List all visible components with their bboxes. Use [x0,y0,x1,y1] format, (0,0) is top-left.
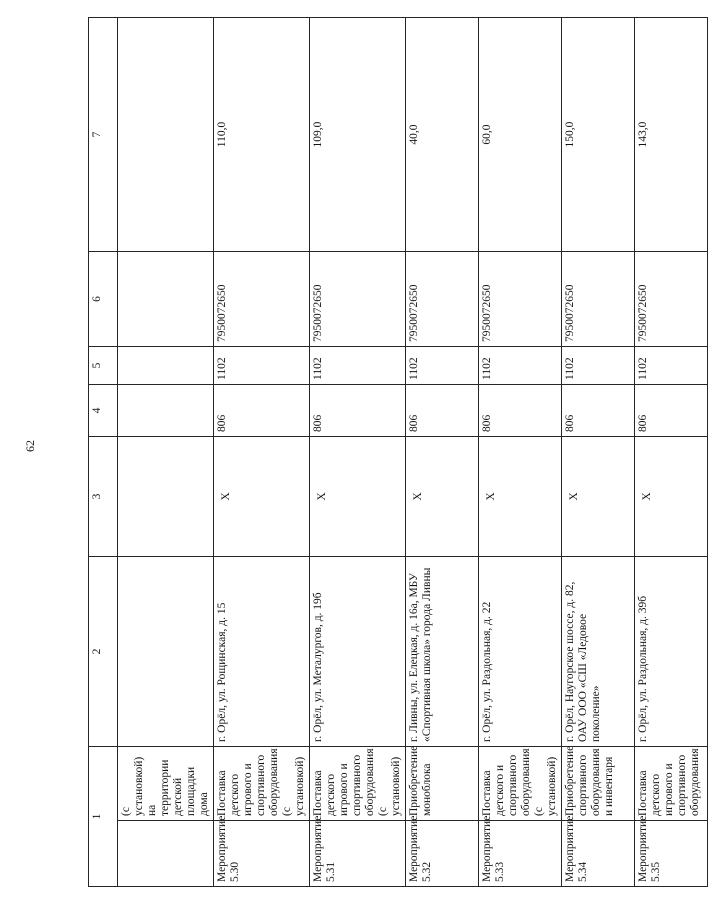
amount-cell: 143,0 [635,18,708,252]
code-6-cell: 7950072650 [479,252,562,347]
header-cell-7: 7 [89,18,118,252]
code-5-cell: 1102 [479,347,562,385]
budget-table [88,17,708,887]
header-cell-1: 1 [89,747,118,887]
event-cell: Мероприятие 5.30 [214,821,310,887]
address-cell: г. Орёл, ул. Металургов, д. 19б [310,557,406,747]
description-cell: Поставка детского и спортивного оборудования (с установкой) [479,747,562,821]
code-4-cell: 806 [635,385,708,437]
mark-cell: X [406,437,479,557]
mark-cell: X [635,437,708,557]
code-4-cell: 806 [310,385,406,437]
code-6-cell: 7950072650 [214,252,310,347]
code-6-cell: 7950072650 [406,252,479,347]
description-cell: Приобретение спортивного оборудования и инвентаря [562,747,635,821]
code-5-cell: 1102 [635,347,708,385]
amount-cell: 40,0 [406,18,479,252]
header-cell-2: 2 [89,557,118,747]
table-row [214,18,310,887]
event-cell: Мероприятие 5.33 [479,821,562,887]
address-cell: г. Орёл, ул. Рощинская, д. 15 [214,557,310,747]
continuation-c7-cell [118,18,214,252]
description-cell: Поставка детского игрового и спортивного оборудования (с установкой) [310,747,406,821]
mark-cell: X [562,437,635,557]
continuation-c4-cell [118,385,214,437]
code-4-cell: 806 [214,385,310,437]
description-cell: Поставка детского игрового и спортивного оборудования (с установкой) [214,747,310,821]
continuation-c5-cell [118,347,214,385]
continuation-row [118,18,214,887]
code-6-cell: 7950072650 [562,252,635,347]
continuation-event-cell [118,821,214,887]
code-5-cell: 1102 [406,347,479,385]
amount-cell: 110,0 [214,18,310,252]
code-4-cell: 806 [562,385,635,437]
header-cell-4: 4 [89,385,118,437]
continuation-c6-cell [118,252,214,347]
code-6-cell: 7950072650 [635,252,708,347]
table-row [406,18,479,887]
event-cell: Мероприятие 5.35 [635,821,708,887]
code-5-cell: 1102 [562,347,635,385]
code-5-cell: 1102 [310,347,406,385]
header-cell-5: 5 [89,347,118,385]
event-cell: Мероприятие 5.32 [406,821,479,887]
event-cell: Мероприятие 5.31 [310,821,406,887]
mark-cell: X [310,437,406,557]
amount-cell: 109,0 [310,18,406,252]
amount-cell: 150,0 [562,18,635,252]
table-row [635,18,708,887]
header-cell-3: 3 [89,437,118,557]
header-cell-6: 6 [89,252,118,347]
amount-cell: 60,0 [479,18,562,252]
code-6-cell: 7950072650 [310,252,406,347]
address-cell: г. Орёл, ул. Раздольная, д. 22 [479,557,562,747]
continuation-description-cell: (с установкой) на территории детской площадки дома [118,747,214,821]
description-cell: Поставка детского игрового и спортивного оборудования [635,747,708,821]
code-4-cell: 806 [479,385,562,437]
mark-cell: X [214,437,310,557]
continuation-address-cell [118,557,214,747]
code-5-cell: 1102 [214,347,310,385]
rotated-table-wrapper [88,18,701,887]
page-number: 62 [23,440,37,452]
address-cell: г. Орёл, ул. Раздольная, д. 39б [635,557,708,747]
event-cell: Мероприятие 5.34 [562,821,635,887]
table-row [479,18,562,887]
address-cell: г. Орёл, Наугорское шоссе, д. 82, ОАУ ООО «СШ «Ледовое поколение» [562,557,635,747]
header-row [89,18,118,887]
table-row [310,18,406,887]
code-4-cell: 806 [406,385,479,437]
mark-cell: X [479,437,562,557]
continuation-mark-cell [118,437,214,557]
address-cell: г. Ливны, ул. Елецкая, д. 16а, МБУ «Спортивная школа» города Ливны [406,557,479,747]
table-row [562,18,635,887]
description-cell: Приобретение моноблока [406,747,479,821]
